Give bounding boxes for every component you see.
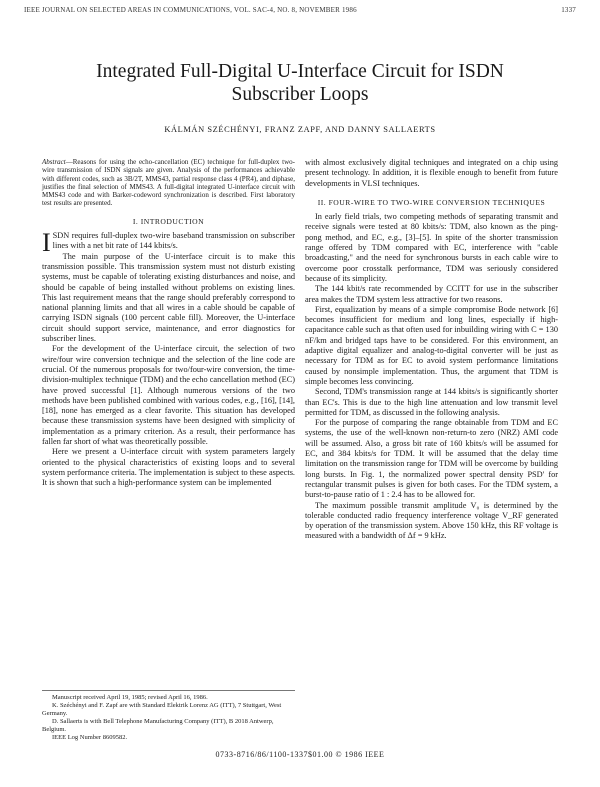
title-line-1: Integrated Full-Digital U-Interface Circuit for ISDN [96,61,504,82]
paragraph-field-trials: In early field trials, two competing methods of separating transmit and receive signals were tested at 80 kbits/s: TDM, also known as the ping-pong method, and EC, e.g., [3]–[5]. In spite of the shorter transmission range offered by TDM compared with EC, interference with "cable broadcasting," and the need for synchronous bursts in each cable wire to overcome poor crosstalk performance, TDM was seriously considered because of its simplicity. [305,212,558,283]
paragraph-development: For the development of the U-interface circuit, the selection of two wire/four wire conversion technique and the selection of the line code are crucial. Of the numerous proposals for two/four-wire conversion, the time-division-multiplex technique (TDM) and the echo cancellation method (EC) have proved successful [1]. Although numerous versions of the two methods have been published combined with various codes, e.g., [16], [14], [18], none has emerged as a clear favorite. This situation has developed because these transmission systems have been designed with simplicity of implementation as a primary criterion. As a result, their performance has fallen far short of what was theoretically possible. [42,344,295,447]
running-title: IEEE JOURNAL ON SELECTED AREAS IN COMMUNICATIONS, VOL. SAC-4, NO. 8, NOVEMBER 1986 [24,6,357,14]
drop-cap: I [42,228,51,258]
paragraph-comparison: For the purpose of comparing the range obtainable from TDM and EC systems, the use of the well-known non-return-to zero (NRZ) AMI code will be assumed. Also, a gross bit rate of 160 kbits/s will be assumed for EC, and 384 kbits/s for TDM. It will be assumed that the delay time limitation on the transmission range for TDM will be overcome by building long bursts. In Fig. 1, the normalized power spectral density PSD' for rectangular transmit pulses is given for both cases. For the TDM system, a burst-to-pause ratio of 1 : 2.4 has to be allowed for. [305,418,558,500]
paragraph-present: Here we present a U-interface circuit with system parameters largely oriented to the physical characteristics of existing loops and to several system performance criteria. The implementation is subject to these aspects. It is shown that such a high-performance system can be implemented [42,447,295,488]
right-column [305,158,558,542]
paragraph-ccitt-rate: The 144 kbit/s rate recommended by CCITT for use in the subscriber area makes the TDM system less attractive for two reasons. [305,284,558,304]
author-list: KÁLMÁN SZÉCHÉNYI, FRANZ ZAPF, AND DANNY SALLAERTS [164,125,436,134]
abstract [42,158,295,208]
paragraph-purpose: The main purpose of the U-interface circuit is to make this transmission possible. This transmission system must not disturb existing systems, must be capable of tolerating existing disturbances and noise, and should be capable of being installed without problems on existing lines. This last requirement means that the range should preferably correspond to national planning limits and that all wires in a cable should be capable of carrying ISDN signals (100 percent cable fill). Moreover, the U-interface circuit should support service, maintenance, and error diagnostics for subscriber lines. [42,251,295,344]
abstract-text: —Reasons for using the echo-cancellation (EC) technique for full-duplex two-wire transmission of ISDN signals are given. Analysis of the performances achievable with different codes, such as 3B/2T, MMS43, partial response class 4 (PR4), and diphase, justifies the final selection of MMS43. A full-digital integrated U-interface circuit with MMS43 code and with Barker-codeword synchronization is described. First laboratory test results are presented. [42,158,295,208]
paragraph-continuation: with almost exclusively digital techniques and integrated on a chip using present technology. In addition, it is flexible enough to benefit from future developments in VLSI techniques. [305,158,558,188]
section-heading-conversion: II. FOUR-WIRE TO TWO-WIRE CONVERSION TECHNIQUES [317,197,546,207]
footnote-affiliation-2: D. Sallaerts is with Bell Telephone Manufacturing Company (ITT), B 2018 Antwerp, Belgium. [42,718,274,733]
footnote-affiliation-1: K. Széchényi and F. Zapf are with Standard Elektrik Lorenz AG (ITT), 7 Stuttgart, West Germany. [42,702,282,717]
footnotes [42,690,295,742]
paragraph-amplitude: The maximum possible transmit amplitude V₀ is determined by the tolerable conducted radio frequency interference voltage V_RF generated by operation of the transmission system. Above 150 kHz, this RF voltage is measured with a bandwidth of Δf = 9 kHz. [305,500,558,541]
section-heading-introduction: I. INTRODUCTION [132,216,205,226]
paragraph-equalization: First, equalization by means of a simple compromise Bode network [6] becomes insufficient for medium and long lines, especially if high-capacitance cable such as that often used for inbuilding wiring with C = 130 nF/km and bridged taps have to be considered. For this environment, an adaptive digital equalizer and analog-to-digital converter will be just as necessary for TDM as for EC to avoid system performance limitations caused by nonsimple implementation. Thus, the argument that TDM is simple becomes less convincing. [305,304,558,386]
paper-title [0,60,600,106]
paragraph-range: Second, TDM's transmission range at 144 kbits/s is significantly shorter than EC's. This is due to the high line attenuation and low transmit level permitted for TDM, as discussed in the following analysis. [305,387,558,417]
intro-text: SDN requires full-duplex two-wire baseband transmission on subscriber lines with a net bit rate of 144 kbits/s. [52,231,295,251]
page-number: 1337 [561,6,576,14]
footnote-received: Manuscript received April 19, 1985; revised April 16, 1986. [52,694,208,701]
footnote-log-number: IEEE Log Number 8609582. [52,734,128,741]
left-column [42,158,295,489]
running-header [24,6,576,14]
intro-paragraph [42,228,295,258]
abstract-lead: Abstract [42,158,66,166]
title-line-2: Subscriber Loops [231,84,369,105]
copyright-footer: 0733-8716/86/1100-1337$01.00 © 1986 IEEE [215,750,385,759]
